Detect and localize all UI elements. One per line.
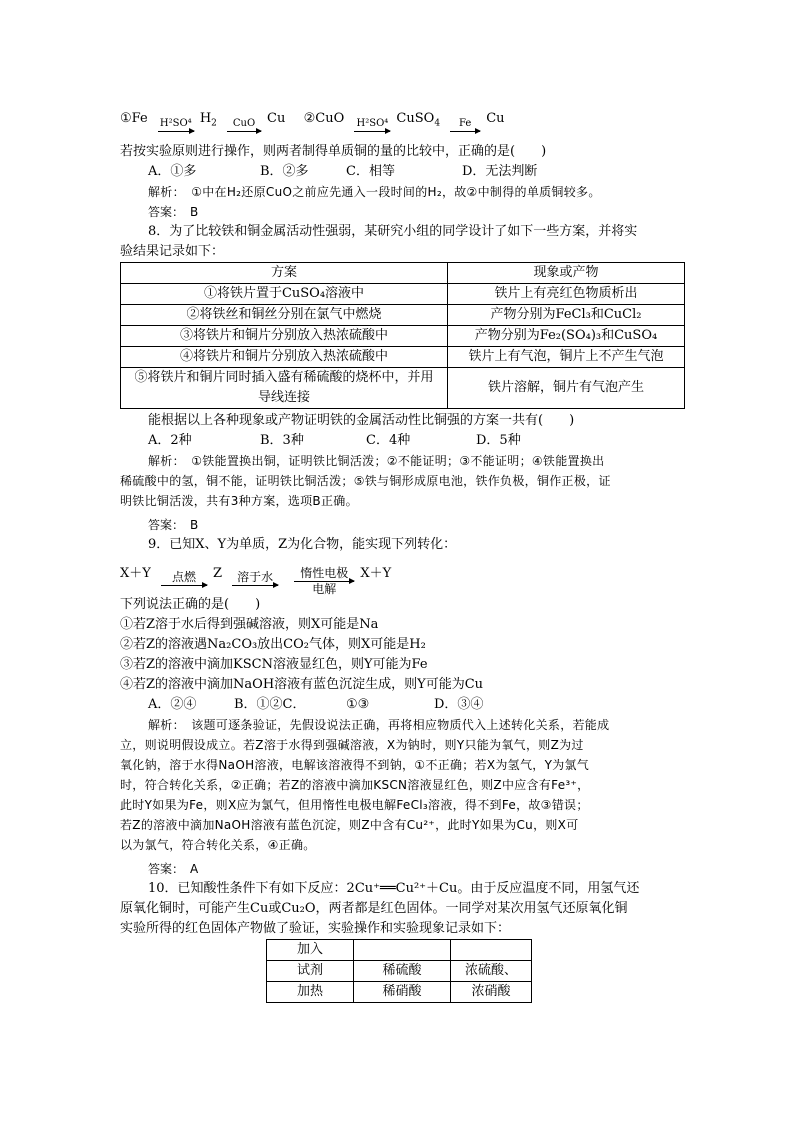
q9-arrow-electrolysis-bottom: 电解 — [312, 582, 337, 596]
q8-analysis-line2: 稀硫酸中的氢，铜不能，证明铁比铜活泼；⑤铁与铜形成原电池，铁作负极，铜作正极，证 — [120, 474, 611, 488]
q9-analysis-line5: 此时Y如果为Fe，则X应为氯气，但用惰性电极电解FeCl₃溶液，得不到Fe，故③错误； — [120, 798, 589, 812]
q10-line1: 10．已知酸性条件下有如下反应：2Cu⁺══Cu²⁺＋Cu。由于反应温度不同，用氢气还 — [148, 881, 640, 896]
q9-arrow-ignite-label: 点燃 — [171, 570, 196, 584]
q8-analysis-line1: 解析： ①铁能置换出铜，证明铁比铜活泼；②不能证明；③不能证明；④铁能置换出 — [148, 454, 605, 468]
q7-analysis: 解析： ①中在H₂还原CuO之前应先通入一段时间的H₂，故②中制得的单质铜较多。 — [148, 185, 601, 199]
q7-answer: 答案： B — [148, 205, 199, 219]
q8-cell-scheme: ④将铁片和铜片分别放入热浓硫酸中 — [121, 347, 448, 368]
q9-options — [120, 695, 685, 715]
q8-cell-scheme: ③将铁片和铜片分别放入热浓硫酸中 — [121, 326, 448, 347]
table-row — [267, 961, 532, 982]
q10-cell: 加热 — [267, 982, 354, 1003]
q8-stem-line1: 8．为了比较铁和铜金属活动性强弱，某研究小组的同学设计了如下一些方案，并将实 — [148, 224, 638, 239]
q9-statement-3: ③若Z的溶液中滴加KSCN溶液显红色，则Y可能为Fe — [120, 657, 428, 672]
q8-answer: 答案： B — [148, 518, 199, 532]
q10-cell: 试剂 — [267, 961, 354, 982]
q9-eq-right: X＋Y — [360, 566, 392, 581]
q7-route1-cu: Cu — [267, 111, 286, 126]
q9-option-d: D．③④ — [434, 697, 484, 712]
q8-cell-scheme: ②将铁丝和铜丝分别在氯气中燃烧 — [121, 305, 448, 326]
q8-cell-result: 产物分别为FeCl₃和CuCl₂ — [448, 305, 685, 326]
q7-route2-arrow2 — [447, 120, 483, 132]
q9-statement-4: ④若Z的溶液中滴加NaOH溶液有蓝色沉淀生成，则Y可能为Cu — [120, 677, 484, 692]
q7-route2-cu: Cu — [486, 111, 505, 126]
q9-option-a: A．②④ — [148, 697, 197, 712]
q7-route1-arrow2-label: CuO — [232, 118, 256, 129]
q10-cell — [354, 940, 451, 961]
q7-route2-arrow1 — [351, 120, 393, 132]
q7-option-c: C．相等 — [346, 164, 395, 179]
q9-analysis-line3: 氧化钠，溶于水得NaOH溶液，电解该溶液得不到钠，①不正确；若X为氢气，Y为氯气 — [120, 758, 590, 772]
q8-table-header — [121, 263, 685, 284]
q10-cell: 浓硝酸 — [451, 982, 532, 1003]
q8-cell-result: 铁片上有亮红色物质析出 — [448, 284, 685, 305]
q8-table — [120, 262, 685, 409]
q7-stem: 若按实验原则进行操作，则两者制得单质铜的量的比较中，正确的是( ) — [120, 144, 547, 159]
q7-option-a: A．①多 — [148, 164, 197, 179]
q9-question: 下列说法正确的是( ) — [120, 597, 261, 612]
q9-arrow-dissolve — [229, 570, 281, 586]
q10-cell: 稀硫酸 — [354, 961, 451, 982]
table-row — [121, 347, 685, 368]
q8-option-c: C．4种 — [366, 433, 411, 448]
q10-cell: 加入 — [267, 940, 354, 961]
q7-route2-cuso4: CuSO — [396, 111, 435, 126]
table-row — [267, 982, 532, 1003]
q9-analysis-line2: 立，则说明假设成立。若Z溶于水得到强碱溶液，X为钠时，则Y只能为氧气，则Z为过 — [120, 738, 584, 752]
q8-header-scheme: 方案 — [121, 263, 448, 284]
q7-option-d: D．无法判断 — [462, 164, 538, 179]
table-row — [121, 368, 685, 409]
q9-analysis-line6: 若Z的溶液中滴加NaOH溶液有蓝色沉淀，则Z中含有Cu²⁺，此时Y如果为Cu，则X可 — [120, 818, 579, 832]
q7-route2-cuo: ②CuO — [303, 111, 345, 126]
q8-question: 能根据以上各种现象或产物证明铁的金属活动性比铜强的方案一共有( ) — [148, 413, 575, 428]
q9-arrow-ignite — [158, 570, 210, 586]
q7-route2-arrow2-label: Fe — [459, 118, 472, 129]
q10-cell: 浓硫酸、 — [451, 961, 532, 982]
q7-options — [120, 162, 685, 182]
document-page — [120, 100, 685, 1003]
table-row — [121, 284, 685, 305]
q10-line2: 原氧化铜时，可能产生Cu或Cu₂O，两者都是红色固体。一同学对某次用氢气还原氧化铜 — [120, 901, 628, 916]
q9-statement-1: ①若Z溶于水后得到强碱溶液，则X可能是Na — [120, 617, 379, 632]
table-row — [121, 305, 685, 326]
q10-line3: 实验所得的红色固体产物做了验证，实验操作和实验现象记录如下： — [120, 921, 511, 936]
q9-arrow-electrolysis-top: 惰性电极 — [300, 566, 349, 580]
q8-stem-line2: 验结果记录如下： — [120, 244, 225, 259]
q9-statement-2: ②若Z的溶液遇Na₂CO₃放出CO₂气体，则X可能是H₂ — [120, 637, 426, 652]
table-row — [121, 326, 685, 347]
table-row — [267, 940, 532, 961]
q7-reaction-routes: ①Fe H²SO⁴ $H_2$ CuO Cu ②CuO H²SO⁴ CuSO$_4$ Fe Cu — [120, 106, 685, 132]
q9-equation — [120, 557, 685, 596]
q9-stem: 9．已知X、Y为单质，Z为化合物，能实现下列转化： — [148, 537, 457, 552]
q8-cell-scheme: ①将铁片置于CuSO₄溶液中 — [121, 284, 448, 305]
q8-cell-scheme: ⑤将铁片和铜片同时插入盛有稀硫酸的烧杯中，并用导线连接 — [121, 368, 448, 409]
q7-route1-fe: ①Fe — [120, 111, 148, 126]
q8-option-a: A．2种 — [148, 433, 192, 448]
q8-analysis-line3: 明铁比铜活泼，共有3种方案，选项B正确。 — [120, 494, 358, 508]
q8-cell-result: 产物分别为Fe₂(SO₄)₃和CuSO₄ — [448, 326, 685, 347]
q8-header-result: 现象或产物 — [448, 263, 685, 284]
q7-route1-arrow1-label: H²SO⁴ — [159, 118, 192, 129]
q9-option-c: ①③ — [346, 697, 370, 712]
q9-option-b: B．①②C． — [234, 697, 306, 712]
q10-cell: 稀硝酸 — [354, 982, 451, 1003]
q7-route1-arrow1 — [155, 120, 197, 132]
q8-option-d: D．5种 — [476, 433, 521, 448]
q9-analysis-line1: 解析： 该题可逐条验证，先假设说法正确，再将相应物质代入上述转化关系，若能成 — [148, 718, 610, 732]
q10-table — [266, 939, 532, 1003]
q9-analysis-line7: 以为氯气，符合转化关系，④正确。 — [120, 838, 316, 852]
q9-answer: 答案： A — [148, 862, 199, 876]
q9-analysis-line4: 时，符合转化关系，②正确；若Z的溶液中滴加KSCN溶液显红色，则Z中应含有Fe³⁺， — [120, 778, 590, 792]
q7-route2-arrow1-label: H²SO⁴ — [356, 118, 389, 129]
q7-route1-h2: H — [199, 111, 212, 126]
q9-arrow-electrolysis — [291, 566, 357, 596]
q8-options — [120, 431, 685, 451]
q9-eq-left: X＋Y — [120, 566, 151, 581]
q8-cell-result: 铁片上有气泡，铜片上不产生气泡 — [448, 347, 685, 368]
q7-option-b: B．②多 — [260, 164, 309, 179]
q10-cell — [451, 940, 532, 961]
q8-option-b: B．3种 — [260, 433, 304, 448]
q9-eq-z: Z — [212, 566, 223, 581]
q7-route1-arrow2 — [224, 120, 264, 132]
q8-cell-result: 铁片溶解，铜片有气泡产生 — [448, 368, 685, 409]
q9-arrow-dissolve-label: 溶于水 — [237, 570, 274, 584]
